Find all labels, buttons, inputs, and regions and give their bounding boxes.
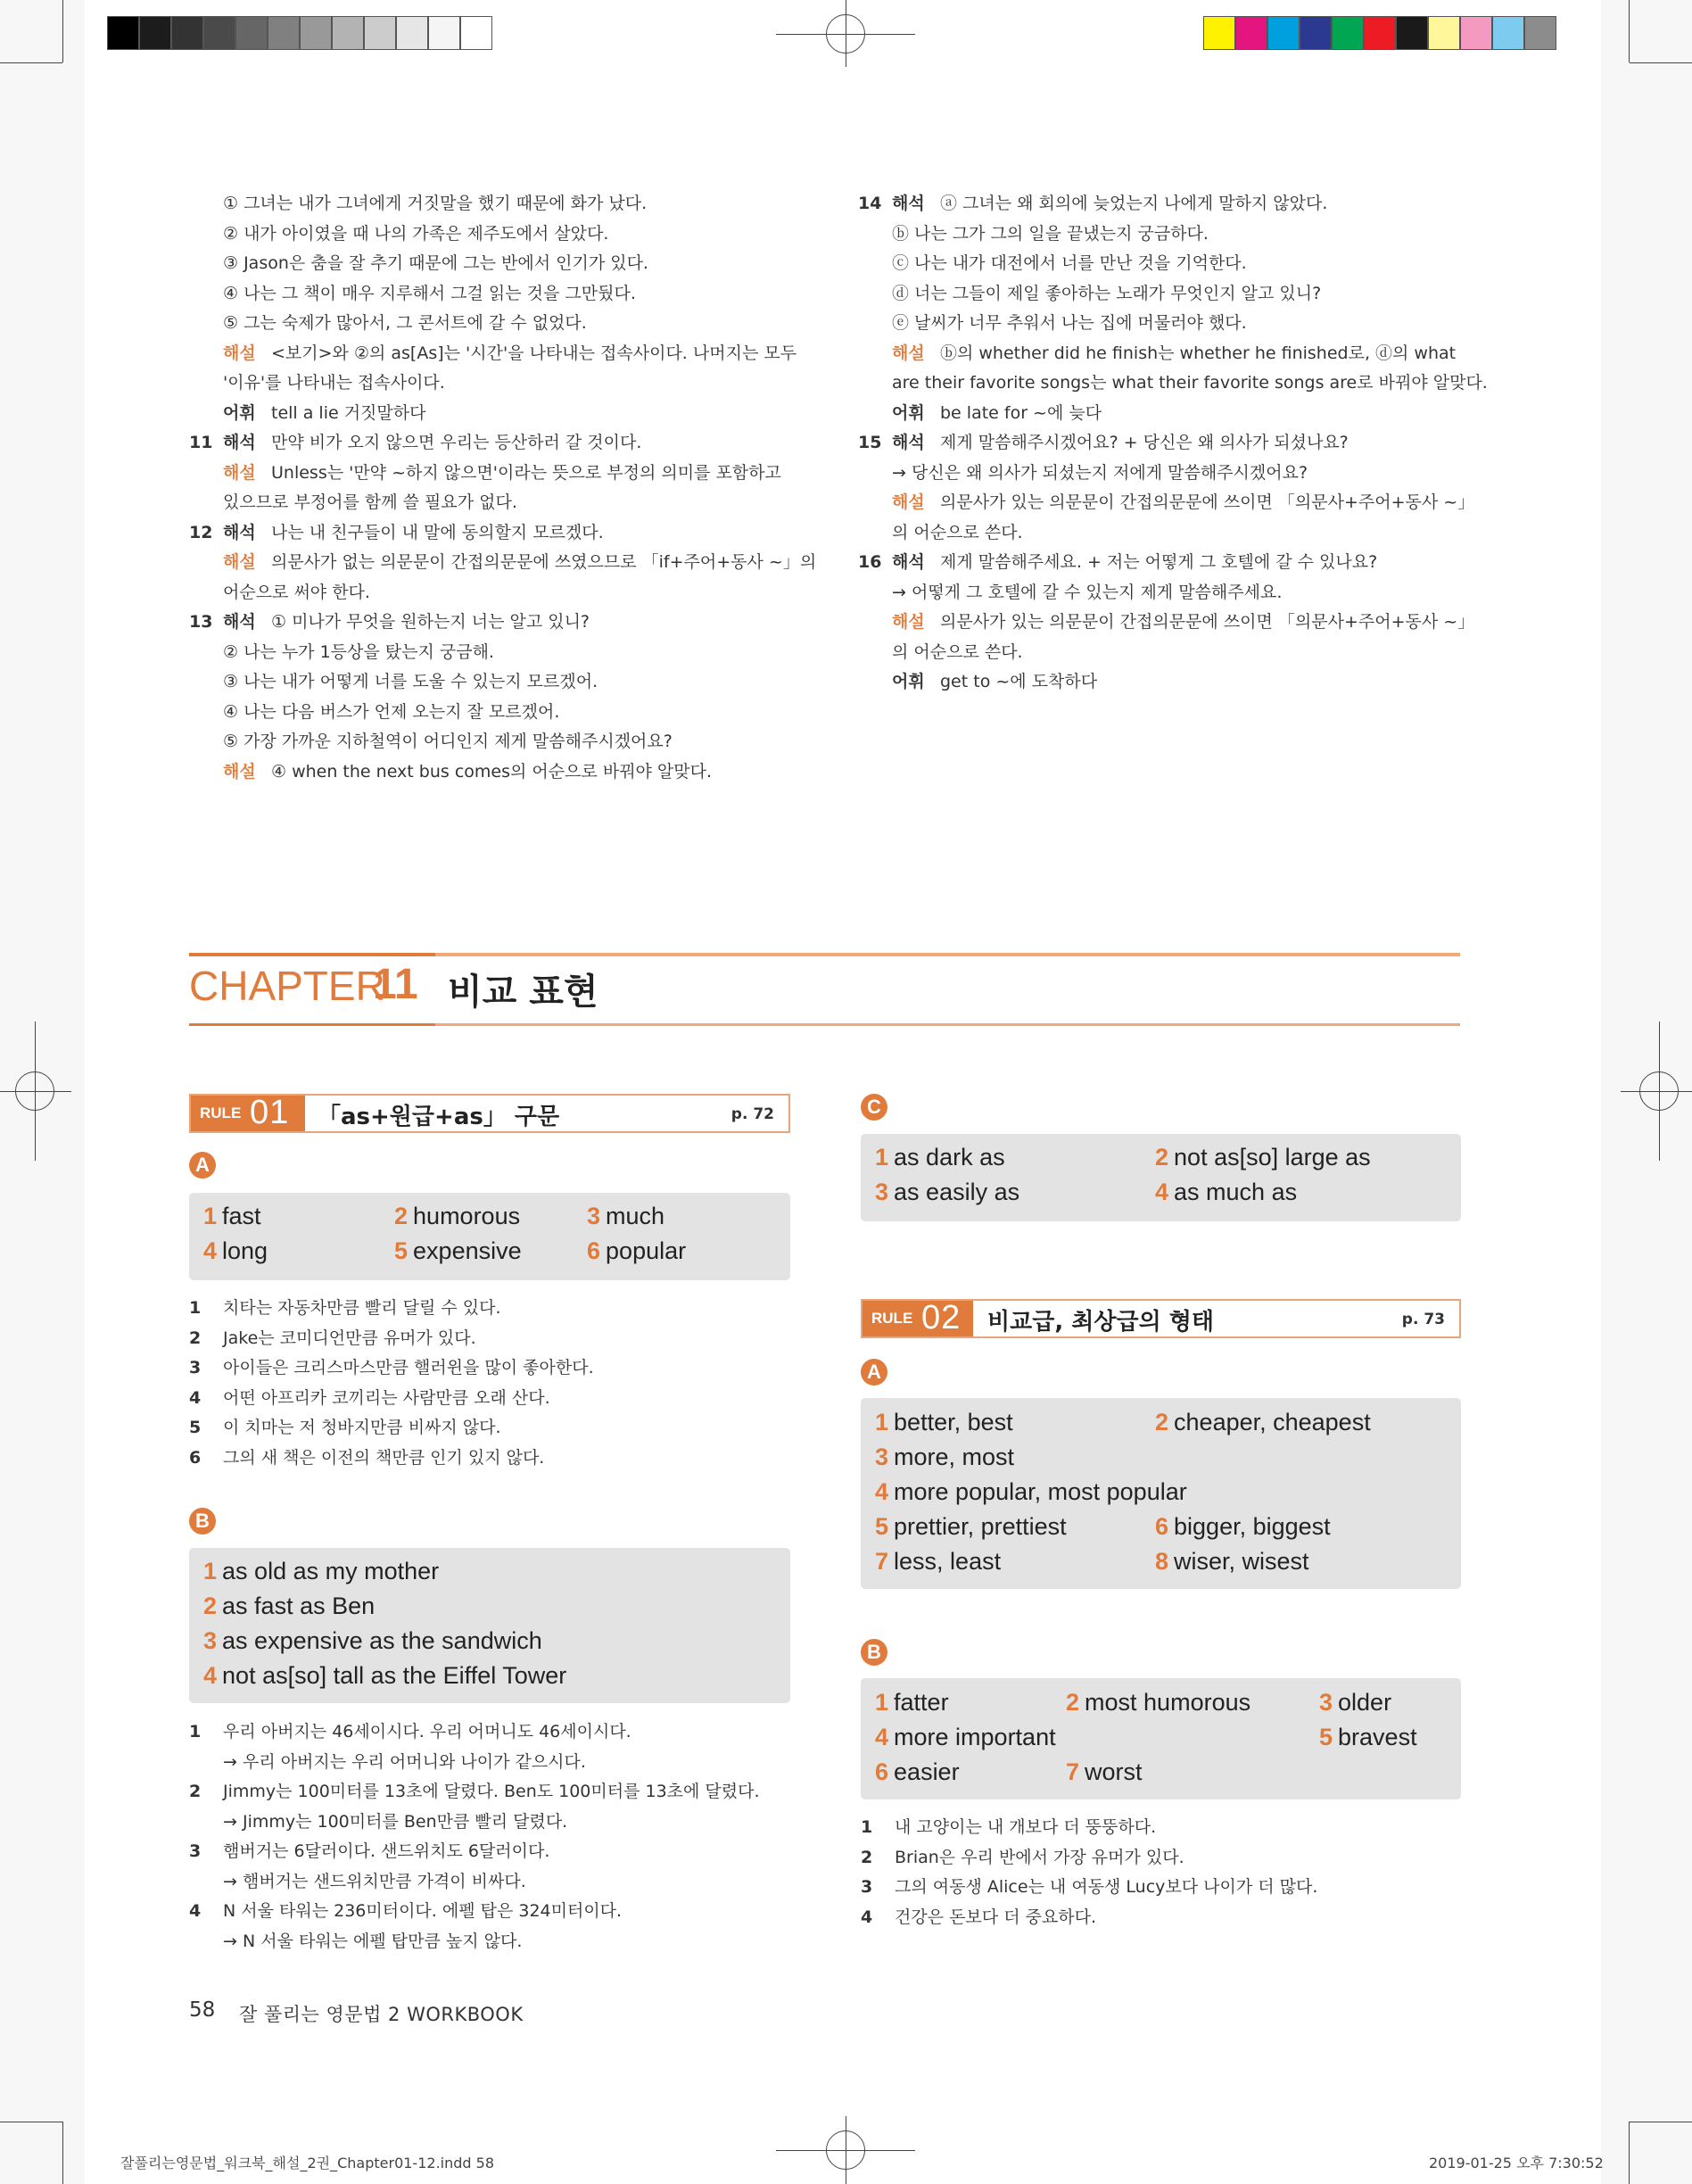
rule-title: 비교급, 최상급의 형태 <box>987 1309 1215 1336</box>
answer-item: 4 not as[so] tall as the Eiffel Tower <box>203 1662 567 1689</box>
explanation-line <box>189 757 796 788</box>
explanation-label: 해설 <box>892 612 925 632</box>
answer-item: 1 better, best <box>875 1409 1013 1435</box>
translation-line <box>189 1413 790 1444</box>
item-number: 3 <box>189 1358 202 1377</box>
explanation-text: ⑤ 가장 가까운 지하철역이 어디인지 제게 말씀해주시겠어요? <box>223 732 673 751</box>
explanation-text: ① 그녀는 내가 그녀에게 거짓말을 했기 때문에 화가 났다. <box>223 194 648 213</box>
item-number: 3 <box>861 1877 873 1897</box>
item-number: 4 <box>189 1901 202 1921</box>
explanation-text: ⓔ 날씨가 너무 추워서 나는 집에 머물러야 했다. <box>892 313 1247 333</box>
section-a-badge: A <box>861 1359 887 1386</box>
translation-line <box>189 1777 790 1808</box>
chapter-label: CHAPTER <box>189 963 385 1009</box>
r1a-translations <box>189 1294 790 1473</box>
chapter-rule-bottom-accent <box>189 1023 435 1026</box>
r2a-answer-box <box>861 1398 1461 1589</box>
item-number: 3 <box>189 1841 202 1861</box>
explanation-label: 어휘 <box>223 402 256 423</box>
explanation-text: are their favorite songs는 what their favorite songs are로 바꿔야 알맞다. <box>892 373 1488 393</box>
section-c-badge: C <box>861 1094 887 1121</box>
explanation-line <box>858 279 1465 310</box>
explanation-text: 의문사가 있는 의문문이 간접의문문에 쓰이면 「의문사+주어+동사 ~」 <box>940 492 1475 512</box>
item-number: 4 <box>189 1387 202 1408</box>
explanation-line <box>189 667 796 698</box>
answer-item: 2 humorous <box>394 1203 521 1229</box>
translation-text: 치타는 자동차만큼 빨리 달릴 수 있다. <box>223 1298 501 1318</box>
section-b-badge: B <box>861 1639 887 1666</box>
answer-item: 4 more popular, most popular <box>875 1478 1187 1505</box>
explanation-label: 해설 <box>892 492 925 512</box>
explanation-line <box>858 578 1465 608</box>
rule-number: 02 <box>921 1299 962 1336</box>
section-b-badge: B <box>189 1508 216 1535</box>
explanation-text: 어순으로 써야 한다. <box>223 582 370 602</box>
explanation-text: ⓐ 그녀는 왜 회의에 늦었는지 나에게 말하지 않았다. <box>940 194 1328 213</box>
section-a-badge: A <box>189 1152 216 1179</box>
explanation-text: 제게 말씀해주시겠어요? + 당신은 왜 의사가 되셨나요? <box>940 433 1349 452</box>
explanation-line <box>189 368 796 399</box>
translation-line <box>861 1813 1461 1843</box>
rule-page-ref: p. 72 <box>730 1105 774 1123</box>
explanation-line <box>858 459 1465 489</box>
item-number: 1 <box>189 1722 202 1741</box>
translation-line <box>189 1837 790 1867</box>
explanation-label: 해설 <box>223 343 256 363</box>
explanation-text: → 어떻게 그 호텔에 갈 수 있는지 제게 말씀해주세요. <box>892 582 1283 602</box>
rule-number: 01 <box>250 1094 290 1131</box>
translation-text: 햄버거는 6달러이다. 샌드위치도 6달러이다. <box>223 1841 550 1861</box>
explanation-text: 의문사가 없는 의문문이 간접의문문에 쓰였으므로 「if+주어+동사 ~」의 <box>271 552 817 572</box>
answer-item: 5 bravest <box>1319 1724 1417 1750</box>
rule-02-header <box>861 1299 1461 1338</box>
explanation-text: ① 미나가 무엇을 원하는지 너는 알고 있니? <box>271 612 590 632</box>
explanation-text: 만약 비가 오지 않으면 우리는 등산하러 갈 것이다. <box>271 433 642 452</box>
translation-line <box>189 1748 790 1778</box>
right-explanations <box>858 189 1488 698</box>
explanation-text: 나는 내 친구들이 내 말에 동의할지 모르겠다. <box>271 522 604 542</box>
explanation-line <box>858 488 1475 518</box>
rule-title: 「as+원급+as」 구문 <box>318 1104 560 1130</box>
explanation-line <box>858 548 1465 578</box>
answer-item: 5 prettier, prettiest <box>875 1513 1067 1540</box>
explanation-label: 해석 <box>892 552 925 572</box>
explanation-text: ⓑ의 whether did he finish는 whether he finished로, ⓓ의 what <box>940 343 1457 363</box>
explanation-line <box>189 189 796 219</box>
answer-item: 7 less, least <box>875 1548 1002 1575</box>
translation-text: 우리 아버지는 46세이시다. 우리 어머니도 46세이시다. <box>223 1722 631 1741</box>
translation-line <box>861 1903 1461 1933</box>
question-number: 13 <box>189 612 213 632</box>
answer-item: 2 as fast as Ben <box>203 1592 376 1619</box>
rule-label: RULE <box>871 1310 913 1327</box>
translation-line <box>189 1324 790 1354</box>
question-number: 12 <box>189 522 213 542</box>
answer-item: 1 as dark as <box>875 1144 1005 1171</box>
question-number: 15 <box>858 433 882 452</box>
item-number: 2 <box>189 1328 202 1348</box>
explanation-text: tell a lie 거짓말하다 <box>271 402 426 423</box>
explanation-label: 해설 <box>892 343 925 363</box>
translation-text: → Jimmy는 100미터를 Ben만큼 빨리 달렸다. <box>223 1811 568 1832</box>
translation-text: 이 치마는 저 청바지만큼 비싸지 않다. <box>223 1418 501 1437</box>
slug-filename: 잘풀리는영문법_워크북_해설_2권_Chapter01-12.indd 58 <box>120 2155 494 2172</box>
r1c-answer-box <box>861 1134 1461 1221</box>
translation-line <box>189 1353 790 1384</box>
explanation-label: 해설 <box>223 552 256 572</box>
left-explanations <box>189 189 817 787</box>
explanation-line <box>189 279 796 310</box>
r1b-answer-box <box>189 1548 790 1703</box>
explanation-text: Unless는 '만약 ~하지 않으면'이라는 뜻으로 부정의 의미를 포함하고 <box>271 462 781 483</box>
page-number: 58 <box>189 1998 216 2022</box>
explanation-line <box>858 309 1465 339</box>
chapter-title: 비교 표현 <box>448 972 598 1013</box>
answer-item: 2 not as[so] large as <box>1155 1144 1371 1171</box>
translation-line <box>189 1384 790 1414</box>
answer-item: 3 much <box>587 1203 665 1229</box>
translation-text: Jimmy는 100미터를 13초에 달렸다. Ben도 100미터를 13초에 달렸다. <box>223 1782 760 1801</box>
translation-line <box>189 1867 790 1898</box>
explanation-line <box>189 309 796 339</box>
explanation-line <box>858 339 1465 369</box>
explanation-line <box>189 698 796 728</box>
explanation-line <box>858 399 1465 429</box>
explanation-text: ⓓ 너는 그들이 제일 좋아하는 노래가 무엇인지 알고 있니? <box>892 283 1322 303</box>
answer-item: 3 older <box>1319 1689 1392 1716</box>
explanation-label: 해석 <box>223 433 256 452</box>
r1a-answer-box <box>189 1193 790 1280</box>
translation-text: → 햄버거는 샌드위치만큼 가격이 비싸다. <box>223 1871 526 1891</box>
answer-item: 8 wiser, wisest <box>1155 1548 1309 1575</box>
rule-tag <box>191 1096 305 1131</box>
explanation-line <box>858 368 1488 399</box>
translation-text: Jake는 코미디언만큼 유머가 있다. <box>223 1328 476 1348</box>
rule-label: RULE <box>200 1104 242 1121</box>
explanation-line <box>189 428 796 459</box>
explanation-line <box>189 608 796 638</box>
explanation-line <box>189 548 817 578</box>
explanation-label: 어휘 <box>892 402 925 423</box>
translation-text: Brian은 우리 반에서 가장 유머가 있다. <box>895 1847 1184 1867</box>
explanation-text: '이유'를 나타내는 접속사이다. <box>223 373 445 393</box>
explanation-text: 의문사가 있는 의문문이 간접의문문에 쓰이면 「의문사+주어+동사 ~」 <box>940 612 1475 632</box>
answer-item: 5 expensive <box>394 1237 522 1264</box>
explanation-label: 해설 <box>223 761 256 782</box>
explanation-text: ③ Jason은 춤을 잘 추기 때문에 그는 반에서 인기가 있다. <box>223 253 648 273</box>
translation-text: → 우리 아버지는 우리 어머니와 나이가 같으시다. <box>223 1751 586 1772</box>
translation-text: 내 고양이는 내 개보다 더 뚱뚱하다. <box>895 1817 1157 1837</box>
explanation-line <box>189 727 796 757</box>
explanation-line <box>858 428 1465 459</box>
explanation-text: ④ 나는 그 책이 매우 지루해서 그걸 읽는 것을 그만뒀다. <box>223 283 636 303</box>
item-number: 5 <box>189 1418 202 1437</box>
explanation-label: 해설 <box>223 462 256 483</box>
explanation-text: ② 내가 아이였을 때 나의 가족은 제주도에서 살았다. <box>223 223 609 244</box>
explanation-line <box>189 459 796 489</box>
translation-text: 그의 새 책은 이전의 책만큼 인기 있지 않다. <box>223 1447 545 1468</box>
explanation-label: 해석 <box>223 612 256 632</box>
explanation-line <box>858 638 1465 668</box>
item-number: 4 <box>861 1907 873 1927</box>
explanation-line <box>189 638 796 668</box>
translation-line <box>189 1927 790 1957</box>
translation-text: 어떤 아프리카 코끼리는 사람만큼 오래 산다. <box>223 1387 550 1408</box>
translation-line <box>189 1444 790 1474</box>
r2b-answer-box <box>861 1678 1461 1799</box>
explanation-text: ③ 나는 내가 어떻게 너를 도울 수 있는지 모르겠어. <box>223 672 598 691</box>
item-number: 6 <box>189 1447 202 1468</box>
answer-item: 4 long <box>203 1237 268 1264</box>
explanation-line <box>858 189 1465 219</box>
answer-item: 3 as expensive as the sandwich <box>203 1627 542 1654</box>
item-number: 2 <box>189 1782 202 1801</box>
explanation-text: ⓒ 나는 내가 대전에서 너를 만난 것을 기억한다. <box>892 253 1247 273</box>
translation-text: 건강은 돈보다 더 중요하다. <box>895 1907 1097 1927</box>
chapter-rule-top-accent <box>189 953 435 956</box>
answer-item: 2 most humorous <box>1066 1689 1251 1716</box>
translation-text: → N 서울 타워는 에펠 탑만큼 높지 않다. <box>223 1931 523 1951</box>
rule-01-header <box>189 1094 790 1133</box>
explanation-text: be late for ~에 늦다 <box>940 402 1102 423</box>
answer-item: 1 fast <box>203 1203 261 1229</box>
explanation-label: 해석 <box>892 194 925 213</box>
explanation-line <box>189 249 796 279</box>
translation-line <box>861 1843 1461 1874</box>
explanation-label: 어휘 <box>892 672 925 691</box>
explanation-text: ② 나는 누가 1등상을 탔는지 궁금해. <box>223 641 494 662</box>
answer-item: 6 bigger, biggest <box>1155 1513 1331 1540</box>
explanation-line <box>189 339 796 369</box>
explanation-text: → 당신은 왜 의사가 되셨는지 저에게 말씀해주시겠어요? <box>892 462 1308 483</box>
answer-item: 1 as old as my mother <box>203 1558 440 1584</box>
answer-item: 6 easier <box>875 1758 960 1785</box>
explanation-line <box>858 219 1465 250</box>
translation-line <box>189 1717 790 1748</box>
answer-item: 2 cheaper, cheapest <box>1155 1409 1371 1435</box>
answer-item: 7 worst <box>1066 1758 1143 1785</box>
book-title: 잘 풀리는 영문법 2 WORKBOOK <box>239 2004 524 2025</box>
question-number: 14 <box>858 194 882 213</box>
item-number: 1 <box>861 1817 873 1837</box>
explanation-line <box>858 667 1465 698</box>
explanation-text: ④ when the next bus comes의 어순으로 바꿔야 알맞다. <box>271 761 713 782</box>
explanation-line <box>858 518 1465 549</box>
translation-line <box>189 1294 790 1324</box>
rule-tag <box>863 1301 973 1336</box>
slug-date: 2019-01-25 오후 7:30:52 <box>1429 2155 1604 2172</box>
explanation-text: 의 어순으로 쓴다. <box>892 641 1023 662</box>
explanation-text: ⓑ 나는 그가 그의 일을 끝냈는지 궁금하다. <box>892 223 1209 244</box>
item-number: 1 <box>189 1298 202 1318</box>
explanation-line <box>189 518 796 549</box>
explanation-text: get to ~에 도착하다 <box>940 672 1098 691</box>
explanation-text: ④ 나는 다음 버스가 언제 오는지 잘 모르겠어. <box>223 701 560 722</box>
rule-page-ref: p. 73 <box>1401 1311 1445 1328</box>
chapter-number: 11 <box>373 961 418 1008</box>
explanation-line <box>189 578 796 608</box>
explanation-text: 제게 말씀해주세요. + 저는 어떻게 그 호텔에 갈 수 있나요? <box>940 552 1378 572</box>
translation-line <box>189 1897 790 1927</box>
item-number: 2 <box>861 1847 873 1867</box>
explanation-line <box>858 608 1475 638</box>
translation-line <box>861 1873 1461 1903</box>
explanation-line <box>189 219 796 250</box>
explanation-text: ⑤ 그는 숙제가 많아서, 그 콘서트에 갈 수 없었다. <box>223 313 587 333</box>
r1b-translations <box>189 1717 790 1956</box>
explanation-line <box>189 488 796 518</box>
explanation-line <box>189 399 796 429</box>
translation-text: N 서울 타워는 236미터이다. 에펠 탑은 324미터이다. <box>223 1901 623 1921</box>
explanation-text: 의 어순으로 쓴다. <box>892 522 1023 542</box>
translation-text: 아이들은 크리스마스만큼 핼러윈을 많이 좋아한다. <box>223 1358 594 1377</box>
question-number: 11 <box>189 433 213 452</box>
question-number: 16 <box>858 552 882 572</box>
answer-item: 3 more, most <box>875 1444 1015 1470</box>
answer-item: 1 fatter <box>875 1689 949 1716</box>
answer-item: 3 as easily as <box>875 1179 1020 1205</box>
explanation-line <box>858 249 1465 279</box>
translation-text: 그의 여동생 Alice는 내 여동생 Lucy보다 나이가 더 많다. <box>895 1877 1318 1897</box>
answer-item: 4 as much as <box>1155 1179 1298 1205</box>
explanation-label: 해석 <box>223 522 256 542</box>
explanation-label: 해석 <box>892 433 925 452</box>
r2b-translations <box>861 1813 1461 1932</box>
translation-line <box>189 1808 790 1838</box>
answer-item: 4 more important <box>875 1724 1056 1750</box>
explanation-text: <보기>와 ②의 as[As]는 '시간'을 나타내는 접속사이다. 나머지는 모두 <box>271 343 797 363</box>
answer-item: 6 popular <box>587 1237 687 1264</box>
explanation-text: 있으므로 부정어를 함께 쓸 필요가 없다. <box>223 492 517 512</box>
